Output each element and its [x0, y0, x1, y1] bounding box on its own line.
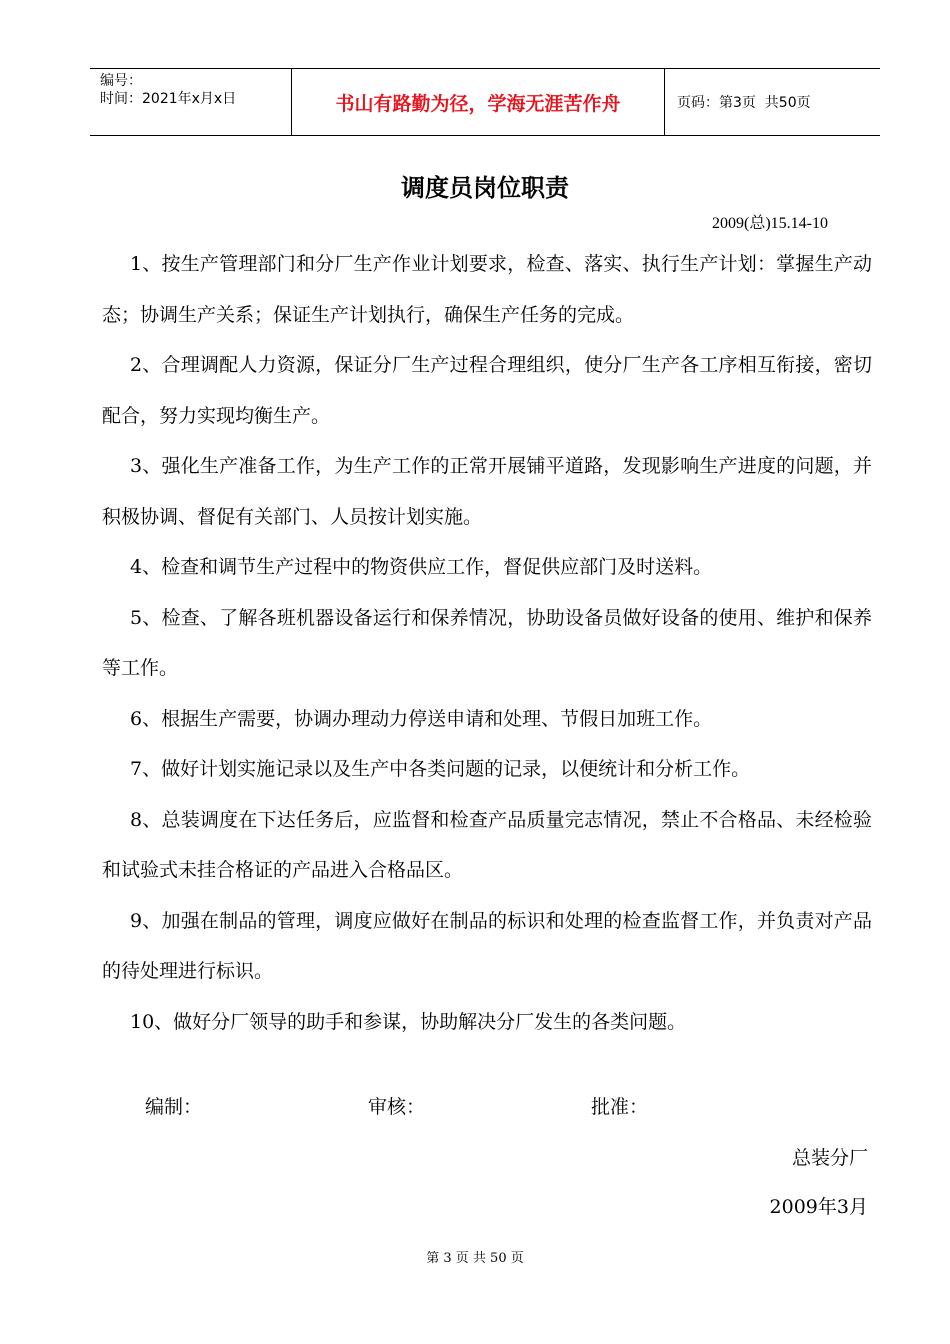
header-meta-cell [90, 69, 292, 135]
page-footer: 第 3 页 共 50 页 [426, 1251, 524, 1266]
duty-item-5: 5、检查、了解各班机器设备运行和保养情况，协助设备员做好设备的使用、维护和保养等工作。 [102, 606, 872, 679]
signature-row [145, 1092, 845, 1122]
issue-date: 2009年3月 [769, 1196, 868, 1218]
document-title: 调度员岗位职责 [401, 174, 569, 202]
organization-name: 总装分厂 [791, 1147, 868, 1169]
duty-item-2: 2、合理调配人力资源，保证分厂生产过程合理组织，使分厂生产各工序相互衔接，密切配合，努力实现均衡生产。 [102, 354, 872, 427]
document-header [90, 68, 880, 136]
duty-item-8: 8、总装调度在下达任务后，应监督和检查产品质量完志情况，禁止不合格品、未经检验和试验式未挂合格证的产品进入合格品区。 [102, 808, 872, 881]
reviewed-by-label: 审核： [368, 1096, 426, 1118]
duty-item-7: 7、做好计划实施记录以及生产中各类问题的记录，以便统计和分析工作。 [130, 758, 751, 780]
duty-item-6: 6、根据生产需要，协调办理动力停送申请和处理、节假日加班工作。 [130, 707, 713, 730]
motto-text: 书山有路勤为径，学海无涯苦作舟 [335, 92, 621, 115]
duty-item-9: 9、加强在制品的管理，调度应做好在制品的标识和处理的检查监督工作，并负责对产品的待处理进行标识。 [102, 909, 872, 982]
page-info: 页码：第3页 共50页 [677, 95, 811, 111]
approved-by-label: 批准： [591, 1096, 649, 1118]
duty-item-1: 1、按生产管理部门和分厂生产作业计划要求，检查、落实、执行生产计划：掌握生产动态；协调生产关系；保证生产计划执行，确保生产任务的完成。 [102, 253, 872, 326]
number-label: 编号： [100, 73, 142, 89]
document-body [102, 239, 872, 1047]
time-label: 时间：2021年x月x日 [100, 91, 237, 107]
header-page-cell [665, 69, 880, 135]
header-motto-cell [292, 69, 665, 135]
duty-item-3: 3、强化生产准备工作，为生产工作的正常开展铺平道路，发现影响生产进度的问题，并积极协调、督促有关部门、人员按计划实施。 [102, 455, 872, 528]
duty-item-10: 10、做好分厂领导的助手和参谋，协助解决分厂发生的各类问题。 [130, 1010, 687, 1033]
duty-item-4: 4、检查和调节生产过程中的物资供应工作，督促供应部门及时送料。 [130, 556, 713, 578]
compiled-by-label: 编制： [145, 1096, 203, 1118]
document-number: 2009(总)15.14-10 [712, 215, 828, 232]
